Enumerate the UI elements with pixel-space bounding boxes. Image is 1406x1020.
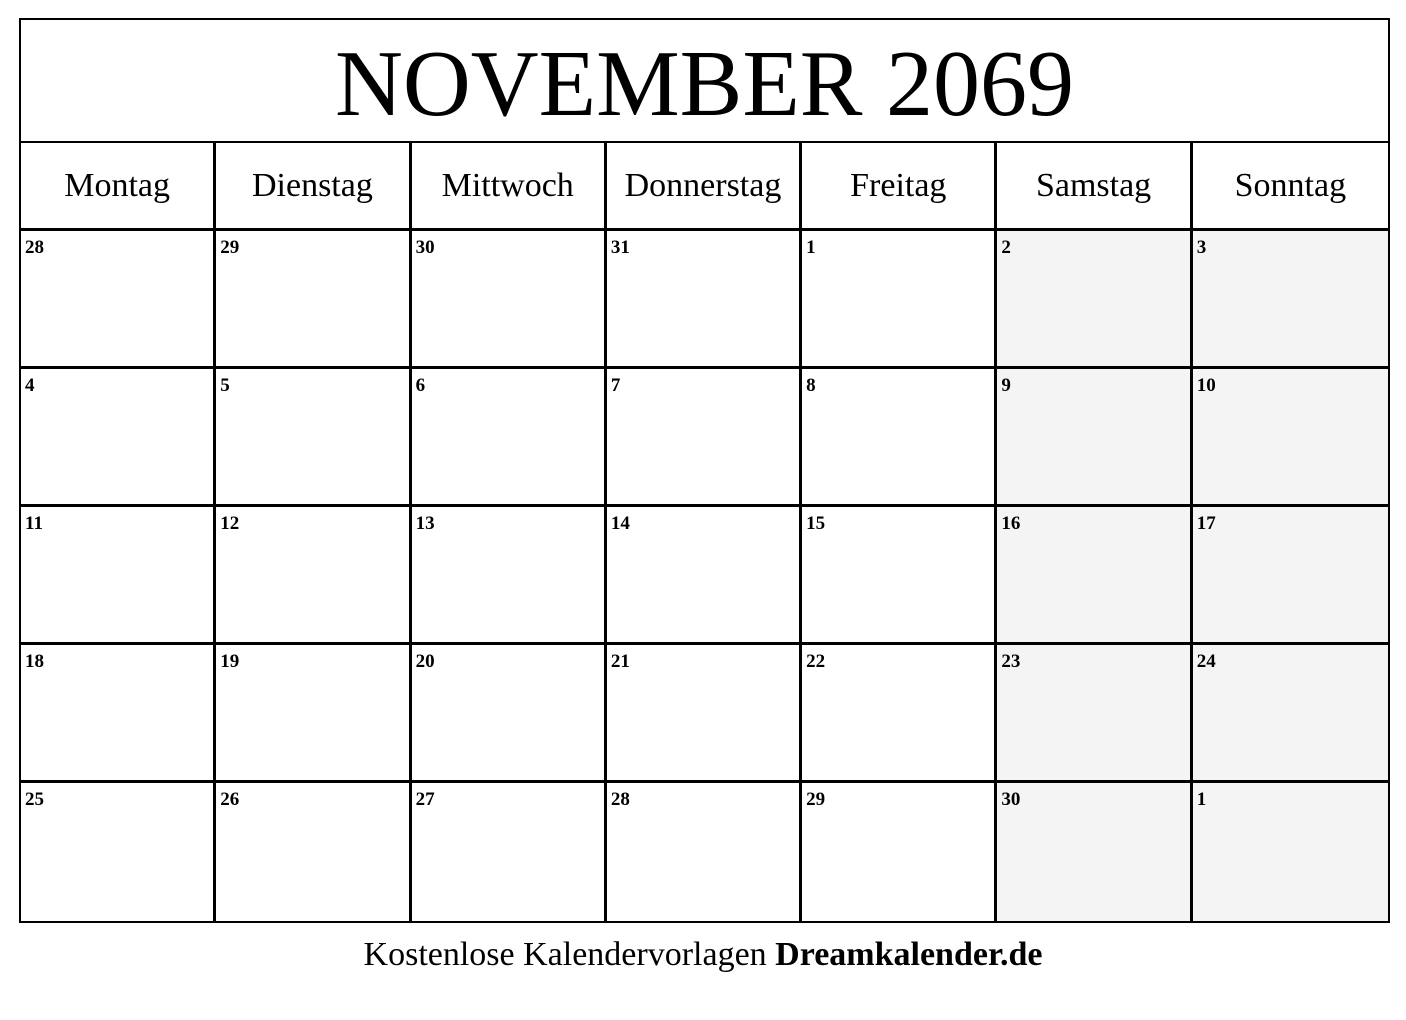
day-number: 8 <box>806 375 816 396</box>
weekday-header: Dienstag <box>216 143 411 231</box>
day-cell-weekend <box>1193 783 1388 921</box>
day-number: 23 <box>1001 651 1021 672</box>
day-cell-weekend <box>1193 507 1388 645</box>
weekday-header: Samstag <box>997 143 1192 231</box>
day-cell-weekend <box>1193 369 1388 507</box>
day-number: 30 <box>415 237 435 258</box>
day-number: 14 <box>610 513 630 534</box>
day-cell-weekend <box>997 369 1192 507</box>
day-cell-weekend <box>1193 645 1388 783</box>
day-cell <box>607 783 802 921</box>
day-cell <box>607 369 802 507</box>
calendar <box>19 18 1390 923</box>
day-cell-weekend <box>997 507 1192 645</box>
day-cell <box>802 507 997 645</box>
day-cell <box>216 645 411 783</box>
day-cell <box>412 369 607 507</box>
weekday-header: Sonntag <box>1193 143 1388 231</box>
footer-text: Kostenlose Kalendervorlagen <box>363 936 776 973</box>
day-cell-weekend <box>997 231 1192 369</box>
day-cell <box>802 369 997 507</box>
day-number: 28 <box>25 237 44 258</box>
day-cell <box>412 783 607 921</box>
day-cell <box>21 231 216 369</box>
day-number: 29 <box>806 789 826 810</box>
day-cell <box>21 369 216 507</box>
day-cell <box>21 645 216 783</box>
day-number: 19 <box>220 651 240 672</box>
day-cell-weekend <box>997 645 1192 783</box>
day-cell <box>412 507 607 645</box>
day-cell <box>21 783 216 921</box>
day-cell <box>216 231 411 369</box>
calendar-grid <box>21 143 1388 921</box>
day-number: 18 <box>25 651 44 672</box>
day-cell <box>412 231 607 369</box>
footer-brand: Dreamkalender.de <box>775 936 1043 973</box>
day-cell-weekend <box>1193 231 1388 369</box>
footer <box>0 936 1406 974</box>
day-number: 22 <box>806 651 826 672</box>
day-number: 20 <box>415 651 435 672</box>
day-number: 10 <box>1196 375 1216 396</box>
day-number: 21 <box>610 651 630 672</box>
day-cell-weekend <box>997 783 1192 921</box>
day-number: 5 <box>220 375 230 396</box>
day-number: 1 <box>1196 789 1207 810</box>
calendar-title: NOVEMBER 2069 <box>335 31 1074 136</box>
day-number: 2 <box>1001 237 1011 258</box>
day-cell <box>802 231 997 369</box>
weekday-header: Montag <box>21 143 216 231</box>
day-number: 15 <box>806 513 826 534</box>
weekday-header: Mittwoch <box>412 143 607 231</box>
day-number: 16 <box>1001 513 1021 534</box>
day-number: 7 <box>610 375 621 396</box>
day-cell <box>412 645 607 783</box>
day-cell <box>607 645 802 783</box>
day-number: 27 <box>415 789 435 810</box>
day-number: 26 <box>220 789 240 810</box>
day-number: 12 <box>220 513 240 534</box>
day-cell <box>216 369 411 507</box>
day-number: 11 <box>25 513 43 534</box>
weekday-header: Freitag <box>802 143 997 231</box>
day-number: 3 <box>1196 237 1207 258</box>
title-bar <box>21 20 1388 143</box>
day-cell <box>607 231 802 369</box>
day-number: 1 <box>806 237 816 258</box>
day-number: 30 <box>1001 789 1021 810</box>
day-number: 29 <box>220 237 240 258</box>
day-number: 9 <box>1001 375 1011 396</box>
day-cell <box>21 507 216 645</box>
day-number: 4 <box>25 375 35 396</box>
day-cell <box>216 783 411 921</box>
day-number: 13 <box>415 513 435 534</box>
day-cell <box>607 507 802 645</box>
day-number: 17 <box>1196 513 1216 534</box>
day-number: 31 <box>610 237 630 258</box>
day-number: 24 <box>1196 651 1216 672</box>
day-number: 28 <box>610 789 630 810</box>
day-number: 25 <box>25 789 44 810</box>
day-cell <box>216 507 411 645</box>
day-number: 6 <box>415 375 426 396</box>
day-cell <box>802 783 997 921</box>
weekday-header: Donnerstag <box>607 143 802 231</box>
day-cell <box>802 645 997 783</box>
